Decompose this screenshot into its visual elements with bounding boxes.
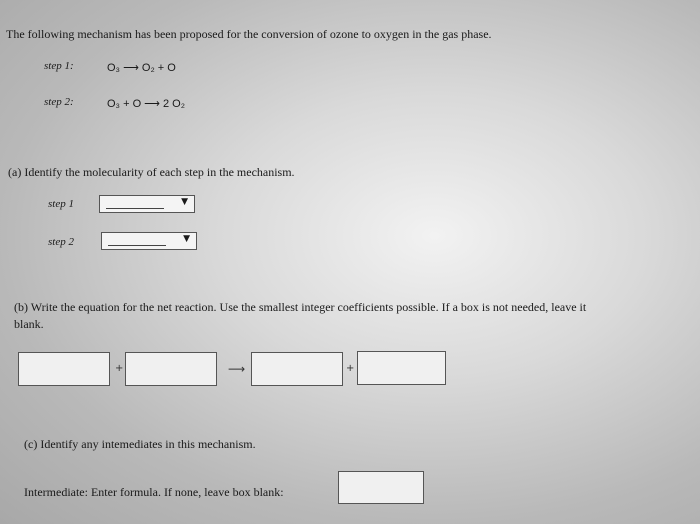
part-a-prompt: (a) Identify the molecularity of each step in the mechanism. [8,165,295,179]
part-b-prompt-line1: (b) Write the equation for the net reaction. Use the smallest integer coefficients possible. If a box is not needed, leave it [14,300,587,314]
part-a-step2-label: step 2 [48,236,74,248]
chevron-down-icon: ▼ [183,234,190,244]
chevron-down-icon: ▼ [181,197,188,207]
plus-sign-1: + [115,363,124,374]
molecularity-step1-select[interactable] [99,195,195,213]
intermediate-input[interactable] [338,471,424,504]
mech-step2-reaction: O₃ + O ⟶ 2 O₂ [107,98,186,110]
part-b-prompt-line2: blank. [14,317,44,331]
mech-step1-label: step 1: [44,60,74,72]
product-box-1[interactable] [251,352,343,386]
reactant-box-2[interactable] [125,352,217,386]
intermediate-label: Intermediate: Enter formula. If none, leave box blank: [24,485,284,499]
select-value-line [106,208,164,209]
mech-step2-label: step 2: [44,96,74,108]
select-value-line [108,245,166,246]
mech-step1-reaction: O₃ ⟶ O₂ + O [107,62,176,74]
reactant-box-1[interactable] [18,352,110,386]
molecularity-step2-select[interactable] [101,232,197,250]
plus-sign-2: + [346,363,355,374]
part-a-step1-label: step 1 [48,198,74,210]
product-box-2[interactable] [357,351,446,385]
part-c-prompt: (c) Identify any intemediates in this mechanism. [24,437,256,451]
reaction-arrow: ⟶ [228,362,246,376]
intro-text: The following mechanism has been proposed for the conversion of ozone to oxygen in the gas phase. [6,27,492,41]
